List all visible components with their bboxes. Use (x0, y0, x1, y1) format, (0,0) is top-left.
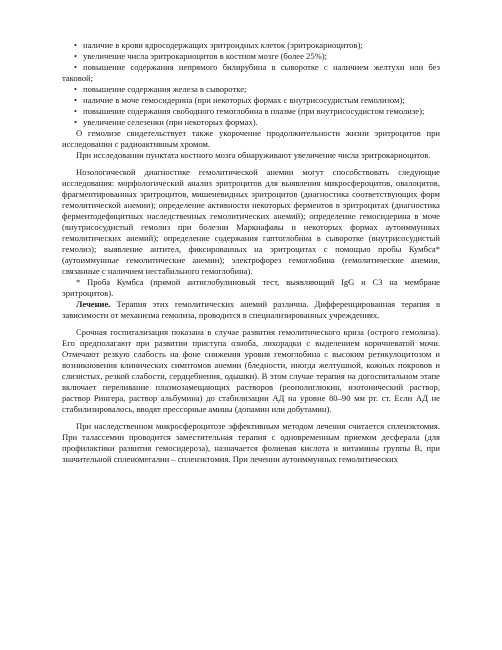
list-item (62, 40, 440, 51)
paragraph-coombs-footnote: * Проба Кумбса (прямой антиглобулиновый тест, выявляющий IgG и С3 на мембране эритроцитов). (62, 277, 440, 298)
paragraph-nosological-diagnosis: Нозологической диагностике гемолитической анемии могут способствовать следующие исследования: морфологический анализ эритроцитов для выявления микросфероцитов, овалоцитов, фрагментированных эритроцитов, мишеневидных эритроцитов (диагностика соответствующих форм гемолитической анемии); определение активности некоторых ферментов в эритроцитах (диагностика ферментодефицитных наследственных гемолитических анемий); определение гемосидерина в моче (внутрисосудистый гемолиз при болезни Маркиафавы и некоторых формах аутоиммунных гемолитических анемий); определение содержания гаптоглобина в сыворотке (внутрисосудистый гемолиз); выявление антител, фиксированных на эритроцитах с помощью пробы Кумбса* (аутоиммунные гемолитические анемии); электрофорез гемоглобина (гемолитические анемии, связанные с наличием нестабильного гемоглобина). (62, 167, 440, 276)
list-item (62, 117, 440, 128)
list-item-text: повышение содержания железа в сыворотке; (83, 84, 247, 94)
paragraph-bone-marrow-puncture: При исследовании пунктата костного мозга обнаруживают увеличение числа эритрокариоцитов. (76, 150, 431, 160)
list-item-text: повышение содержания свободного гемоглобина в плазме (при внутрисосудистом гемолизе); (83, 106, 425, 116)
treatment-text: Терапия этих гемолитических анемий различна. Дифференцированная терапия в зависимости от механизма гемолиза, проводится в специализированных учреждениях. (62, 299, 440, 320)
bullet-icon: • (74, 51, 78, 61)
paragraph-hereditary-microspherocytosis: При наследственном микросфероцитозе эффективным методом лечения считается спленэктомия. При талассемии проводится заместительная терапия с одновременным приемом десферала (для профилактики развития гемосидероза), назначается фолиевая кислота и витамины группы В, при значительной спленомегалии – спленэктомия. При лечении аутоиммунных гемолитических (62, 421, 440, 464)
list-item (62, 95, 440, 106)
bullet-icon: • (74, 117, 78, 127)
list-item-text: наличие в крови ядросодержащих эритроидных клеток (эритрокариоцитов); (83, 40, 363, 50)
paragraph-treatment (62, 299, 440, 321)
list-item-text: повышение содержания непрямого билирубина в сыворотке с наличием желтухи или без таковой; (62, 62, 440, 83)
list-item (62, 106, 440, 117)
list-item-text: увеличение селезенки (при некоторых формах). (83, 117, 258, 127)
diagnostic-signs-list (62, 40, 440, 128)
treatment-heading: Лечение. (76, 299, 111, 309)
paragraph-erythrocyte-survival: О гемолизе свидетельствует также укорочение продолжительности жизни эритроцитов при исследовании с радиоактивным хромом. (62, 128, 440, 149)
bullet-icon: • (74, 95, 78, 105)
list-item (62, 84, 440, 95)
bullet-icon: • (74, 106, 78, 116)
list-item-text: увеличение числа эритрокариоцитов в костном мозге (более 25%); (83, 51, 328, 61)
list-item-text: наличие в моче гемосидерина (при некоторых формах с внутрисосудистым гемолизом); (83, 95, 405, 105)
paragraph-emergency-hospitalization: Срочная госпитализация показана в случае развития гемолитического криза (острого гемолиза). Его предполагают при развитии приступа озноба, лихорадки с выделением коричневатой мочи. Отмечают резкую слабость на фоне снижения уровня гемоглобина с высоким ретикулоцитозом и возникновения клинических симптомов анемии (бледности, иногда желтушной, кожных покровов и слизистых, резкой слабости, сердцебиения, одышки). В этом случае терапия на догоспитальном этапе включает переливание плазмозамещающих растворов (реополиглюкин, изотонический раствор, раствор Рингера, раствор альбумина) до стабилизации АД на уровне 80–90 мм рт. ст. Если АД не стабилизировалось, вводят прессорные амины (допамин или добутамин). (62, 327, 440, 414)
list-item (62, 62, 440, 84)
bullet-icon: • (74, 62, 78, 72)
list-item (62, 51, 440, 62)
bullet-icon: • (74, 84, 78, 94)
bullet-icon: • (74, 40, 78, 50)
